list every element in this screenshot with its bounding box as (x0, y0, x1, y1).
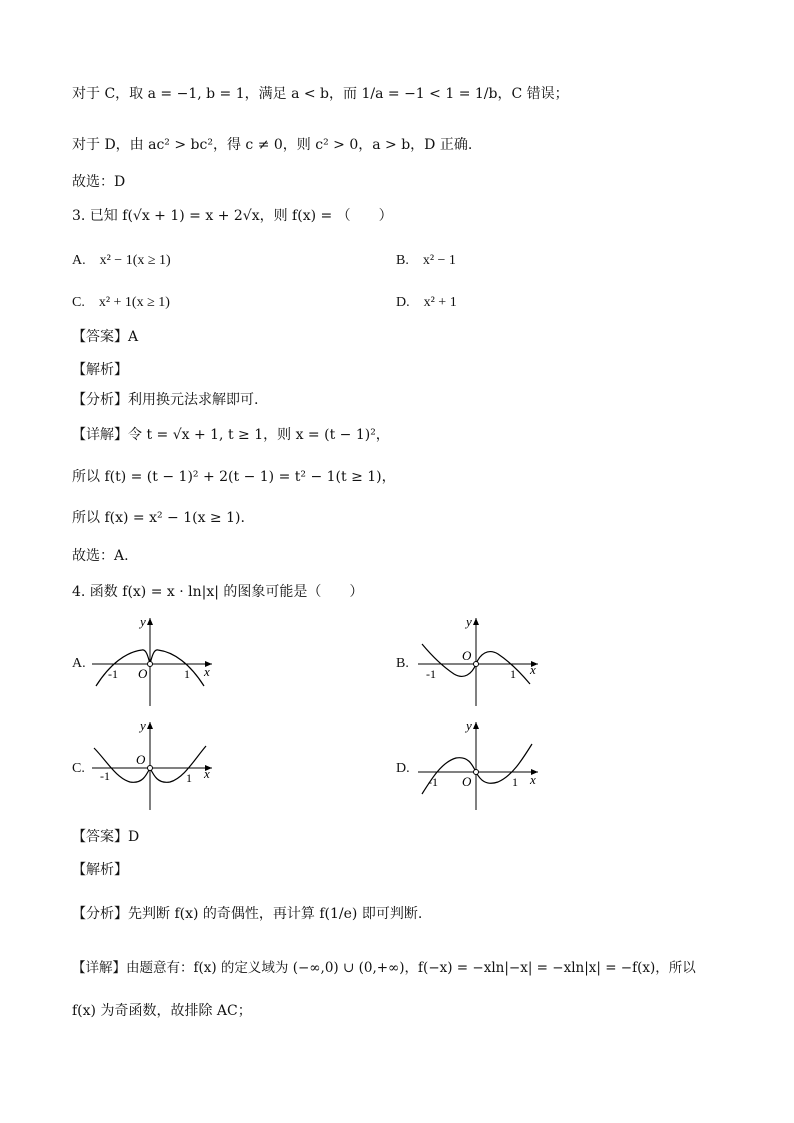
graph-c-pos-label: 1 (186, 771, 192, 785)
q3-option-c: C. x² + 1(x ≥ 1) (72, 295, 170, 310)
text-c-case: 对于 C，取 a = −1, b = 1，满足 a < b，而 1/a = −1 < 1 = 1/b，C 错误； (72, 86, 569, 102)
graph-d-o-label: O (462, 774, 472, 789)
graph-b-x-label: x (530, 662, 536, 677)
graph-a-y-arrow (147, 618, 153, 625)
graph-a (88, 612, 218, 708)
text-d-case: 对于 D，由 ac² > bc²，得 c ≠ 0，则 c² > 0，a > b，D 正确. (72, 137, 473, 153)
graph-a-label: A. (72, 656, 86, 671)
graph-d-y-arrow (473, 722, 479, 729)
graph-d-origin-hole (474, 770, 479, 775)
graph-d-pos-label: 1 (512, 775, 518, 789)
graph-b-label: B. (396, 656, 409, 671)
graph-c-y-label: y (140, 718, 146, 733)
graph-b-y-arrow (473, 618, 479, 625)
graph-c-o-label: O (136, 752, 146, 767)
graph-b (414, 612, 544, 708)
graph-d-y-label: y (466, 718, 472, 733)
text-choice-q2: 故选：D (72, 174, 126, 190)
graph-c-origin-hole (148, 766, 153, 771)
graph-d-x-label: x (530, 772, 536, 787)
q3-option-b: B. x² − 1 (396, 253, 456, 268)
graph-a-neg-label: -1 (108, 667, 118, 681)
q3-detail-3: 所以 f(x) = x² − 1(x ≥ 1). (72, 510, 245, 526)
q4-answer: 【答案】D (72, 829, 140, 845)
q3-analysis: 【分析】利用换元法求解即可. (72, 392, 259, 408)
graph-a-o-label: O (138, 666, 148, 681)
graph-c-y-arrow (147, 722, 153, 729)
graph-b-y-label: y (466, 614, 472, 629)
q3-detail-2: 所以 f(t) = (t − 1)² + 2(t − 1) = t² − 1(t ≥ 1)， (72, 469, 396, 485)
graph-a-y-label: y (140, 614, 146, 629)
q4-detail-1: 【详解】由题意有：f(x) 的定义域为 (−∞,0) ∪ (0,+∞)，f(−x) = −xln|−x| = −xln|x| = −f(x)，所以 (72, 960, 696, 976)
q4-analysis: 【分析】先判断 f(x) 的奇偶性，再计算 f(1/e) 即可判断. (72, 906, 423, 922)
question-4: 4. 函数 f(x) = x · ln|x| 的图象可能是（ ） (72, 584, 364, 600)
q4-analysis-head: 【解析】 (72, 862, 128, 878)
graph-d-label: D. (396, 761, 410, 776)
graph-a-x-label: x (204, 664, 210, 679)
graph-d-neg-label: -1 (428, 775, 438, 789)
graph-c (88, 716, 218, 812)
q4-detail-2: f(x) 为奇函数，故排除 AC； (72, 1003, 252, 1019)
graph-c-neg-label: -1 (100, 769, 110, 783)
graph-b-pos-label: 1 (510, 667, 516, 681)
graph-b-o-label: O (462, 648, 472, 663)
graph-b-neg-label: -1 (426, 667, 436, 681)
graph-c-label: C. (72, 761, 85, 776)
q3-option-d: D. x² + 1 (396, 295, 457, 310)
graph-c-x-label: x (204, 766, 210, 781)
q3-answer: 【答案】A (72, 329, 139, 345)
graph-b-origin-hole (474, 662, 479, 667)
graph-a-pos-label: 1 (184, 667, 190, 681)
q3-choice: 故选：A. (72, 548, 129, 564)
q3-detail-1: 【详解】令 t = √x + 1, t ≥ 1，则 x = (t − 1)²， (72, 427, 390, 443)
graph-d (414, 716, 544, 812)
q3-option-a: A. x² − 1(x ≥ 1) (72, 253, 171, 268)
graph-a-origin-hole (148, 662, 153, 667)
question-3: 3. 已知 f(√x + 1) = x + 2√x，则 f(x) = （ ） (72, 208, 393, 224)
q3-analysis-head: 【解析】 (72, 362, 128, 378)
